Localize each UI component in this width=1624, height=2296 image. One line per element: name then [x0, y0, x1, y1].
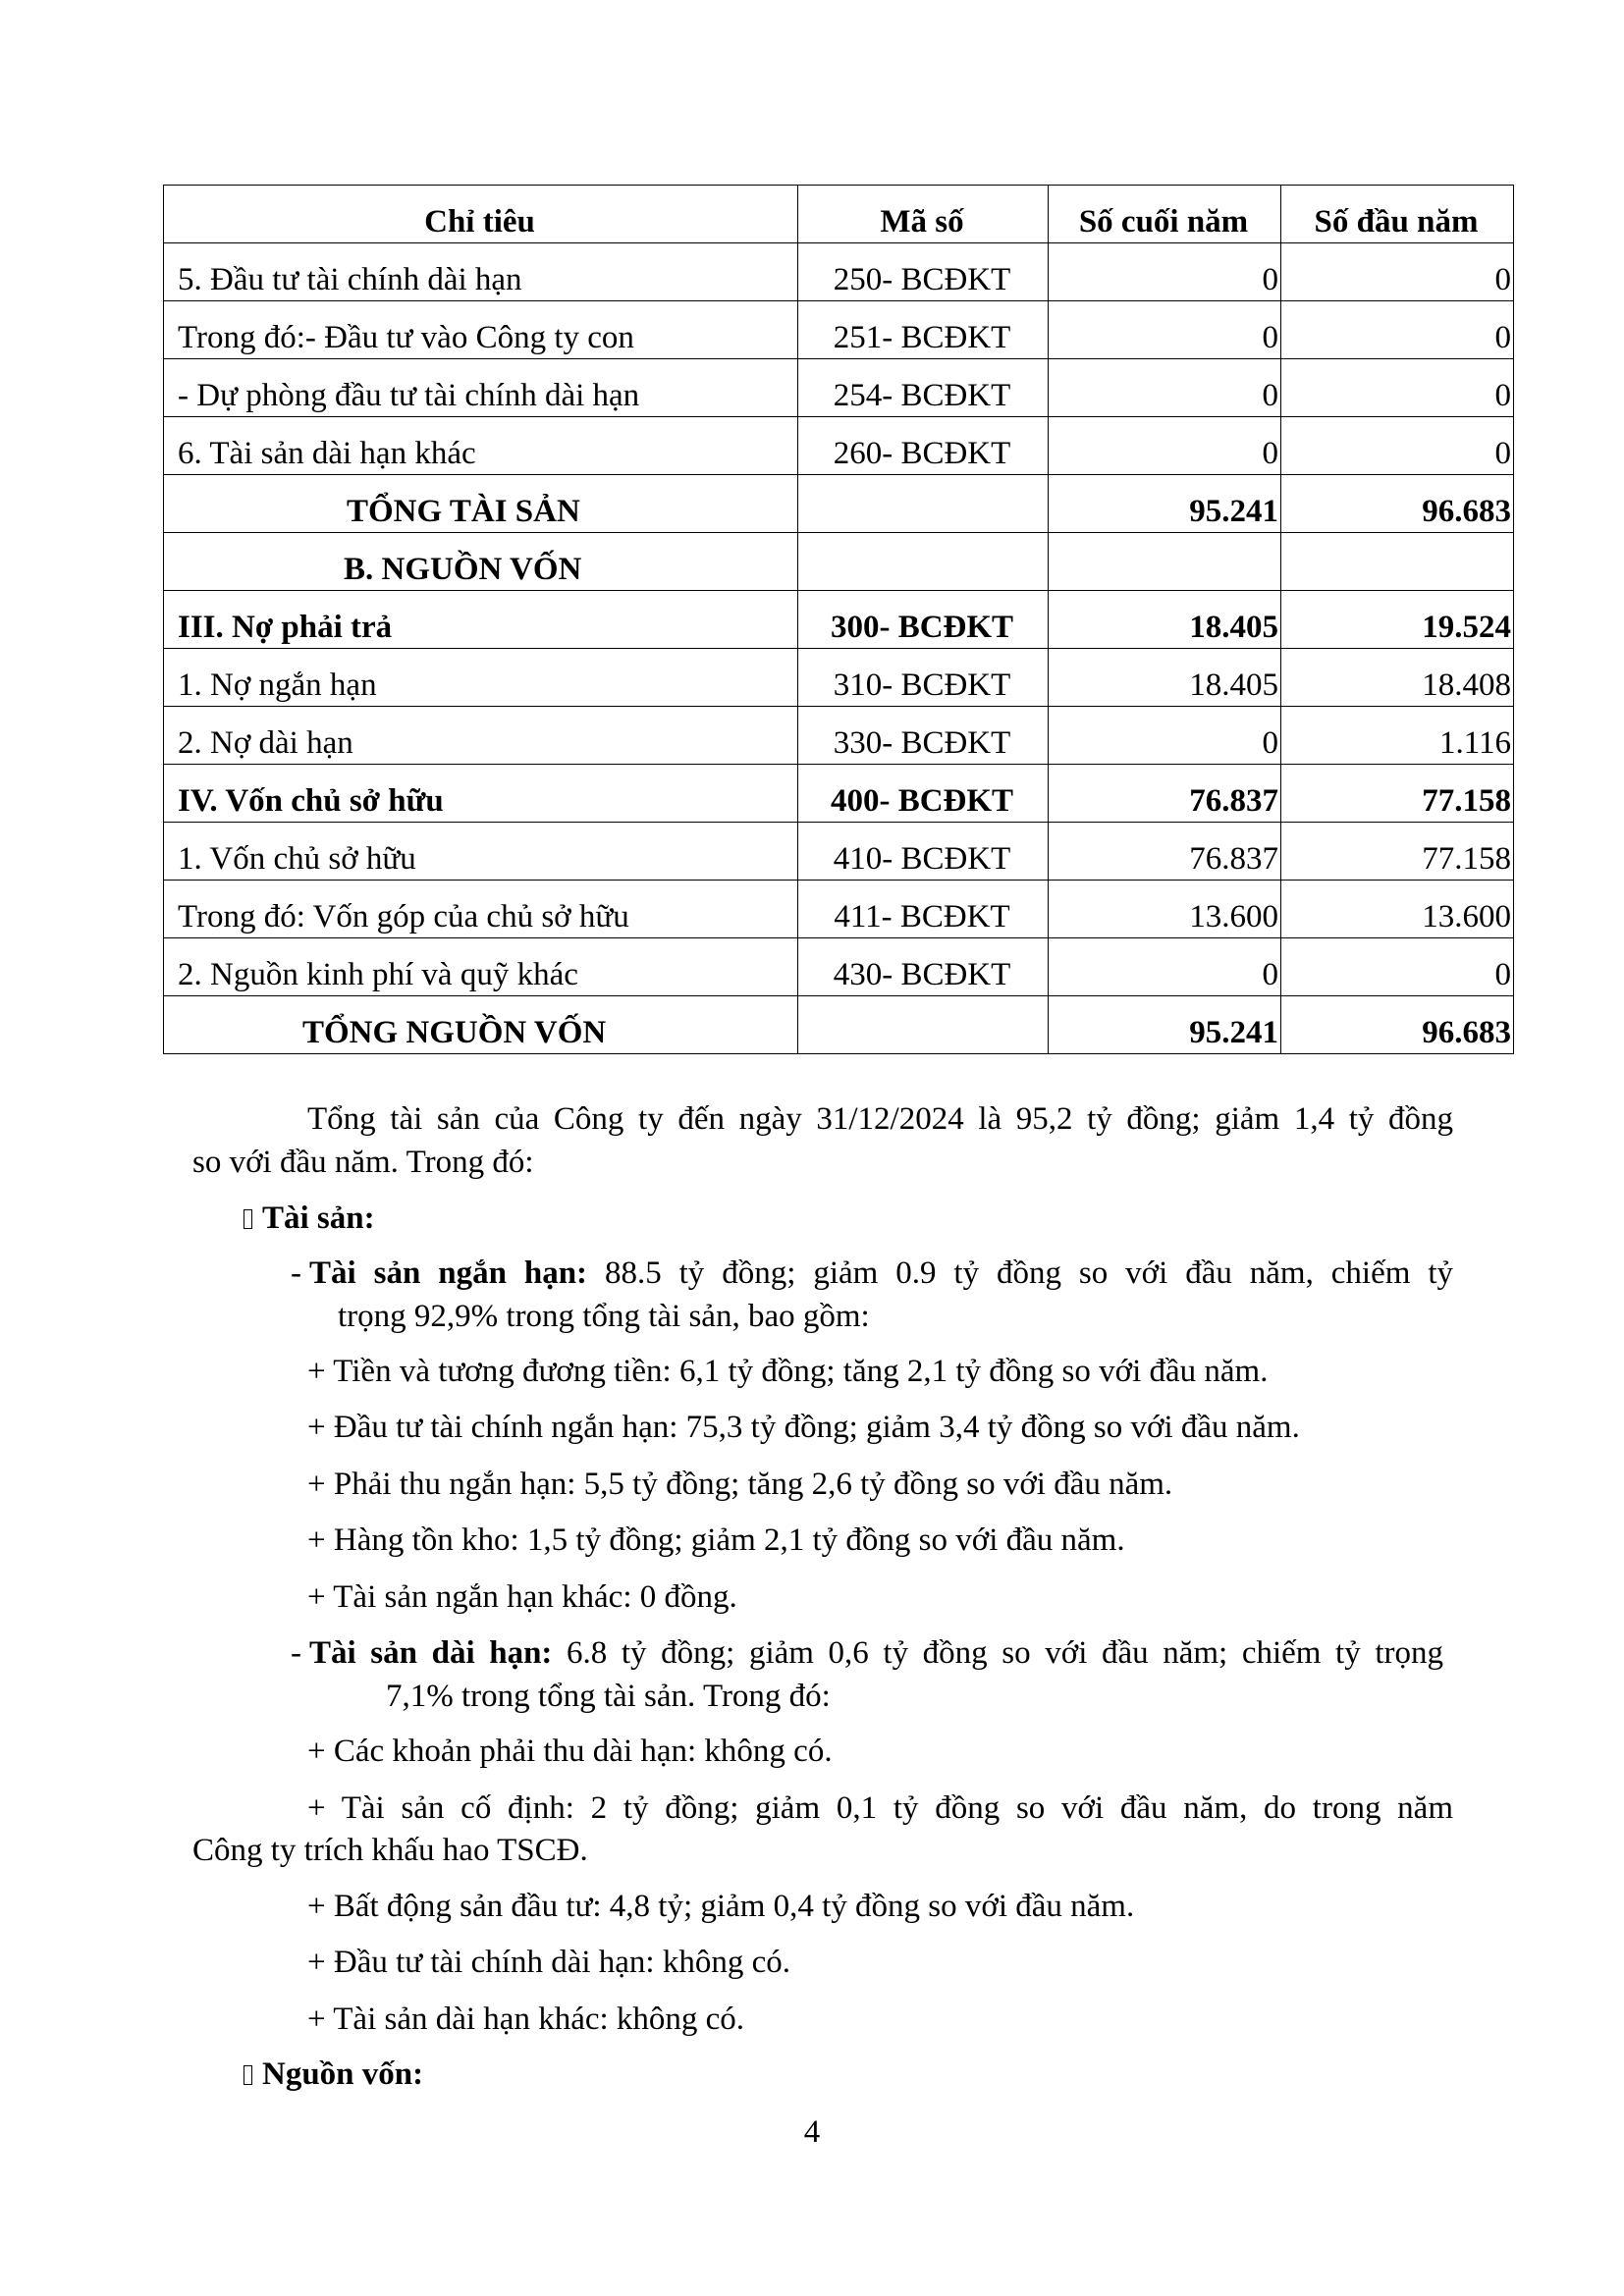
header-indicator: Chỉ tiêu [164, 186, 798, 243]
row-start-value: 18.408 [1281, 649, 1514, 707]
st-item-financial-investment: + Đầu tư tài chính ngắn hạn: 75,3 tỷ đồng; giảm 3,4 tỷ đồng so với đầu năm. [307, 1410, 1300, 1445]
row-end-value: 18.405 [1049, 649, 1281, 707]
table-header-row [164, 186, 1514, 243]
row-start-value: 13.600 [1281, 881, 1514, 938]
long-term-text: 6.8 tỷ đồng; giảm 0,6 tỷ đồng so với đầu năm; chiếm tỷ trọng [552, 1635, 1443, 1671]
row-code: 411- BCĐKT [798, 881, 1049, 938]
row-code: 260- BCĐKT [798, 417, 1049, 475]
table-row-total-capital [164, 996, 1514, 1054]
table-row [164, 359, 1514, 417]
row-code: 330- BCĐKT [798, 707, 1049, 765]
row-end-value: 0 [1049, 301, 1281, 359]
lt-item-financial-investment: + Đầu tư tài chính dài hạn: không có. [307, 1945, 790, 1980]
page-number: 4 [803, 2114, 821, 2150]
assets-heading-label: Tài sản: [262, 1201, 375, 1236]
long-term-assets-paragraph [291, 1637, 1443, 1670]
row-end-value: 0 [1049, 359, 1281, 417]
row-start-value: 77.158 [1281, 823, 1514, 881]
capital-heading-label: Nguồn vốn: [262, 2056, 424, 2092]
dash-bullet: - [291, 1255, 301, 1291]
short-term-label: Tài sản ngắn hạn: [309, 1255, 588, 1291]
row-start-value: 1.116 [1281, 707, 1514, 765]
row-label: 1. Nợ ngắn hạn [164, 649, 798, 707]
row-code: 254- BCĐKT [798, 359, 1049, 417]
lt-item-fixed-assets-line-2: Công ty trích khấu hao TSCĐ. [192, 1833, 588, 1868]
lt-item-other: + Tài sản dài hạn khác: không có. [307, 2002, 745, 2037]
row-label: 1. Vốn chủ sở hữu [164, 823, 798, 881]
header-end-of-year: Số cuối năm [1049, 186, 1281, 243]
table-row [164, 649, 1514, 707]
long-term-assets-line-2: 7,1% trong tổng tài sản. Trong đó: [386, 1679, 831, 1714]
row-label: Trong đó:- Đầu tư vào Công ty con [164, 301, 798, 359]
row-code: 251- BCĐKT [798, 301, 1049, 359]
st-item-cash: + Tiền và tương đương tiền: 6,1 tỷ đồng; tăng 2,1 tỷ đồng so với đầu năm. [307, 1354, 1269, 1389]
row-end-value [1049, 533, 1281, 591]
table-row [164, 301, 1514, 359]
row-end-value: 95.241 [1049, 996, 1281, 1054]
balance-sheet-table [163, 185, 1514, 1054]
row-code: 250- BCĐKT [798, 243, 1049, 301]
row-end-value: 13.600 [1049, 881, 1281, 938]
st-item-receivables: + Phải thu ngắn hạn: 5,5 tỷ đồng; tăng 2,6 tỷ đồng so với đầu năm. [307, 1467, 1173, 1502]
row-end-value: 76.837 [1049, 823, 1281, 881]
header-code: Mã số [798, 186, 1049, 243]
row-start-value: 77.158 [1281, 765, 1514, 823]
lt-item-fixed-assets: + Tài sản cố định: 2 tỷ đồng; giảm 0,1 tỷ đồng so với đầu năm, do trong năm [307, 1790, 1453, 1826]
row-label: Trong đó: Vốn góp của chủ sở hữu [164, 881, 798, 938]
short-term-text: 88.5 tỷ đồng; giảm 0.9 tỷ đồng so với đầu năm, chiếm tỷ [587, 1255, 1453, 1291]
st-item-other: + Tài sản ngắn hạn khác: 0 đồng. [307, 1579, 737, 1615]
row-end-value: 76.837 [1049, 765, 1281, 823]
row-start-value: 96.683 [1281, 996, 1514, 1054]
row-label: B. NGUỒN VỐN [164, 533, 798, 591]
row-code [798, 533, 1049, 591]
table-row [164, 938, 1514, 996]
table-row-capital-section [164, 533, 1514, 591]
row-label: 6. Tài sản dài hạn khác [164, 417, 798, 475]
header-start-of-year: Số đầu năm [1281, 186, 1514, 243]
row-start-value: 96.683 [1281, 475, 1514, 533]
row-start-value: 0 [1281, 243, 1514, 301]
table-row [164, 707, 1514, 765]
row-label: 2. Nợ dài hạn [164, 707, 798, 765]
short-term-assets-line-2: trọng 92,9% trong tổng tài sản, bao gồm: [338, 1299, 870, 1334]
row-label: IV. Vốn chủ sở hữu [164, 765, 798, 823]
row-start-value: 0 [1281, 359, 1514, 417]
row-code: 300- BCĐKT [798, 591, 1049, 649]
table-row [164, 243, 1514, 301]
row-code: 400- BCĐKT [798, 765, 1049, 823]
capital-heading [244, 2058, 423, 2091]
short-term-assets-paragraph [291, 1257, 1453, 1290]
dash-bullet: - [291, 1635, 301, 1671]
st-item-inventory: + Hàng tồn kho: 1,5 tỷ đồng; giảm 2,1 tỷ đồng so với đầu năm. [307, 1522, 1125, 1558]
row-label: TỔNG TÀI SẢN [164, 475, 798, 533]
assets-heading [244, 1202, 375, 1235]
intro-line-1: Tổng tài sản của Công ty đến ngày 31/12/2024 là 95,2 tỷ đồng; giảm 1,4 tỷ đồng [307, 1101, 1453, 1137]
long-term-label: Tài sản dài hạn: [309, 1635, 553, 1671]
row-label: 2. Nguồn kinh phí và quỹ khác [164, 938, 798, 996]
row-end-value: 0 [1049, 938, 1281, 996]
row-end-value: 18.405 [1049, 591, 1281, 649]
table-row [164, 765, 1514, 823]
table-row [164, 417, 1514, 475]
row-label: - Dự phòng đầu tư tài chính dài hạn [164, 359, 798, 417]
lt-item-receivables: + Các khoản phải thu dài hạn: không có. [307, 1734, 833, 1769]
row-code [798, 996, 1049, 1054]
row-code: 310- BCĐKT [798, 649, 1049, 707]
row-end-value: 0 [1049, 707, 1281, 765]
row-start-value: 0 [1281, 417, 1514, 475]
table-row [164, 591, 1514, 649]
row-code [798, 475, 1049, 533]
row-end-value: 0 [1049, 417, 1281, 475]
table-row [164, 881, 1514, 938]
row-label: 5. Đầu tư tài chính dài hạn [164, 243, 798, 301]
row-code: 410- BCĐKT [798, 823, 1049, 881]
table-row-total-assets [164, 475, 1514, 533]
intro-line-2: so với đầu năm. Trong đó: [192, 1145, 534, 1180]
row-end-value: 0 [1049, 243, 1281, 301]
table-row [164, 823, 1514, 881]
checkbox-bullet-icon [244, 1209, 252, 1229]
lt-item-real-estate: + Bất động sản đầu tư: 4,8 tỷ; giảm 0,4 tỷ đồng so với đầu năm. [307, 1889, 1135, 1924]
checkbox-bullet-icon [244, 2065, 252, 2085]
row-start-value: 19.524 [1281, 591, 1514, 649]
row-label: TỔNG NGUỒN VỐN [164, 996, 798, 1054]
row-start-value [1281, 533, 1514, 591]
row-start-value: 0 [1281, 938, 1514, 996]
row-start-value: 0 [1281, 301, 1514, 359]
row-end-value: 95.241 [1049, 475, 1281, 533]
row-label: III. Nợ phải trả [164, 591, 798, 649]
row-code: 430- BCĐKT [798, 938, 1049, 996]
